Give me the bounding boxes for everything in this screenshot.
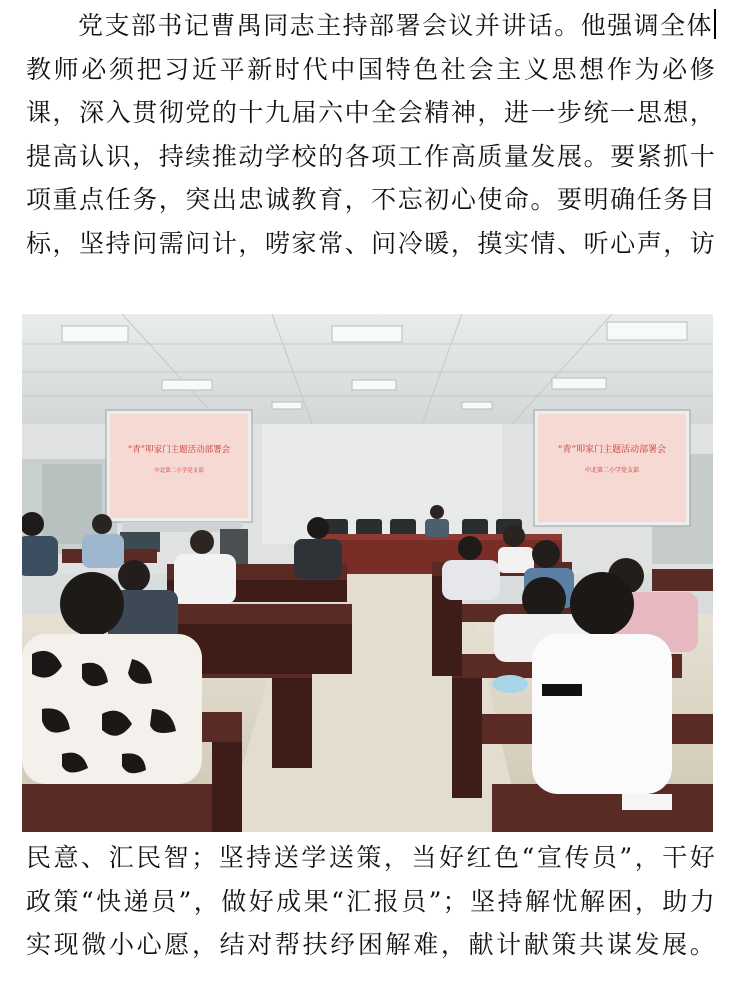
article-paragraph-bottom: [26, 836, 716, 967]
text-line: 政策“快递员”，做好成果“汇报员”；坚持解忧解困，助力: [26, 886, 716, 916]
screen-left-title: “青”叩家门主题活动部署会: [127, 445, 231, 455]
screen-left-subtitle: 中北第二小学党支部: [154, 468, 204, 474]
text-line: [26, 4, 716, 48]
screen-right-subtitle: 中北第二小学党支部: [584, 467, 640, 474]
screen-right-title: “青”叩家门主题活动部署会: [557, 445, 667, 455]
article-paragraph-top: [26, 4, 716, 265]
text-cursor: [714, 9, 716, 39]
text-line: 课，深入贯彻党的十九届六中全会精神，进一步统一思想，: [26, 98, 716, 127]
text-line: 项重点任务，突出忠诚教育，不忘初心使命。要明确任务目: [26, 185, 716, 214]
text-line-content: 党支部书记曹禺同志主持部署会议并讲话。他强调全体: [78, 11, 713, 40]
meeting-photo: [22, 314, 713, 832]
text-line: 教师必须把习近平新时代中国特色社会主义思想作为必修: [26, 54, 716, 84]
text-line: 标，坚持问需问计，唠家常、问冷暖，摸实情、听心声，访: [26, 228, 716, 258]
text-line: 民意、汇民智；坚持送学送策，当好红色“宣传员”，干好: [26, 843, 716, 872]
text-line: 提高认识，持续推动学校的各项工作高质量发展。要紧抓十: [26, 141, 716, 171]
meeting-photo-illustration: [22, 314, 713, 832]
text-line: 实现微小心愿，结对帮扶纾困解难，献计献策共谋发展。: [26, 930, 716, 959]
